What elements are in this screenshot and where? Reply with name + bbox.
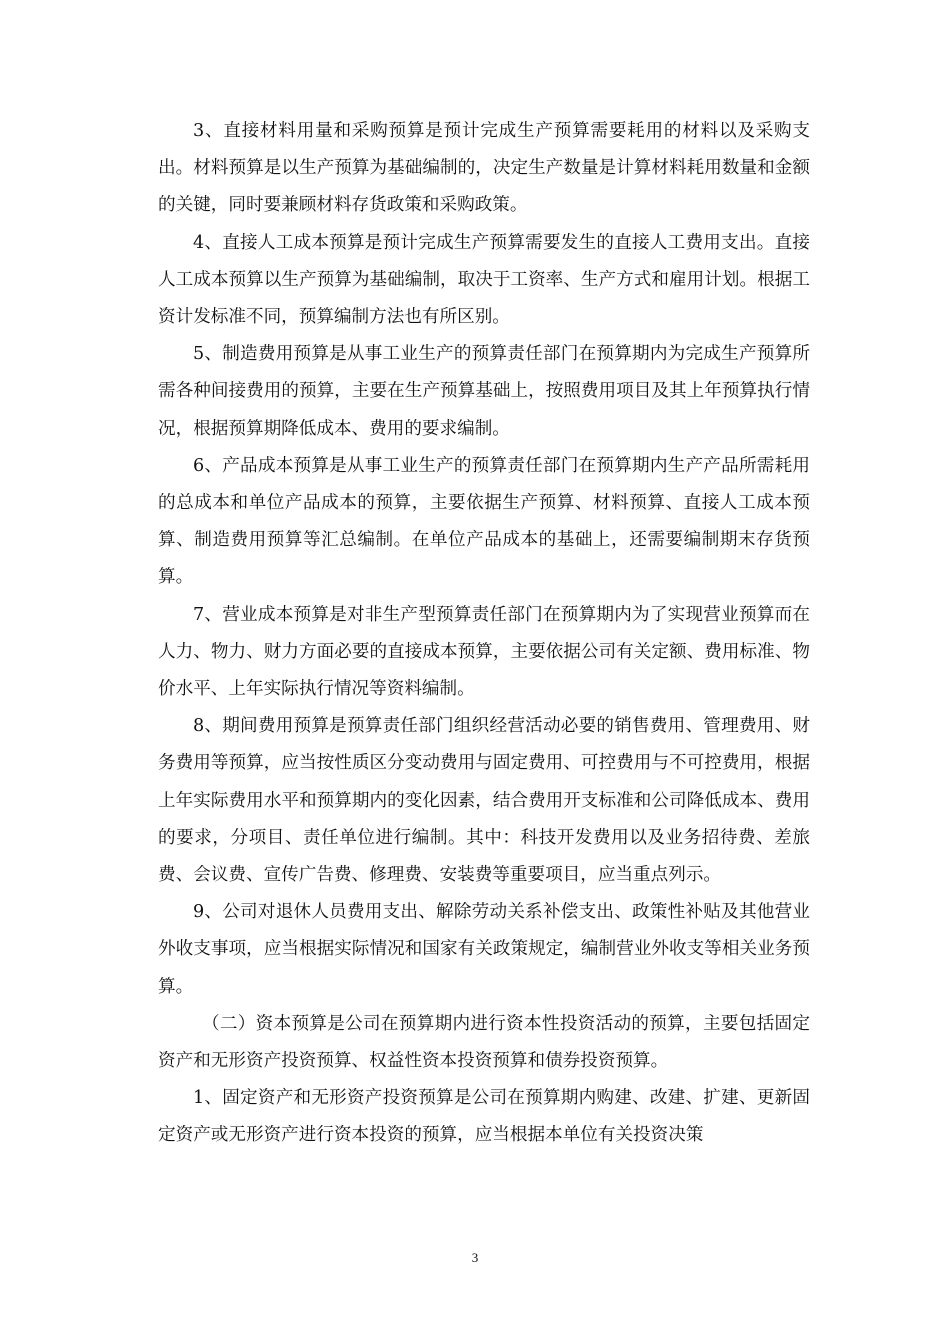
paragraph-item-6-product-cost: 6、产品成本预算是从事工业生产的预算责任部门在预算期内生产产品所需耗用的总成本和单位产品成本的预算，主要依据生产预算、材料预算、直接人工成本预算、制造费用预算等汇总编制。在单位产品成本的基础上，还需要编制期末存货预算。 <box>158 455 810 588</box>
body-text <box>158 113 810 1155</box>
page-number: 3 <box>471 1250 479 1265</box>
paragraph-item-4-labor-budget: 4、直接人工成本预算是预计完成生产预算需要发生的直接人工费用支出。直接人工成本预算以生产预算为基础编制，取决于工资率、生产方式和雇用计划。根据工资计发标准不同，预算编制方法也有所区别。 <box>158 232 810 328</box>
paragraph-item-1-fixed-asset-investment: 1、固定资产和无形资产投资预算是公司在预算期内购建、改建、扩建、更新固定资产或无形资产进行资本投资的预算，应当根据本单位有关投资决策 <box>158 1088 810 1146</box>
paragraph-section-2-capital-budget: （二）资本预算是公司在预算期内进行资本性投资活动的预算，主要包括固定资产和无形资产投资预算、权益性资本投资预算和债券投资预算。 <box>158 1013 810 1072</box>
paragraph-item-5-manufacturing-overhead: 5、制造费用预算是从事工业生产的预算责任部门在预算期内为完成生产预算所需各种间接费用的预算，主要在生产预算基础上，按照费用项目及其上年预算执行情况，根据预算期降低成本、费用的要求编制。 <box>158 344 810 439</box>
paragraph-item-8-period-expense: 8、期间费用预算是预算责任部门组织经营活动必要的销售费用、管理费用、财务费用等预算，应当按性质区分变动费用与固定费用、可控费用与不可控费用，根据上年实际费用水平和预算期内的变化因素，结合费用开支标准和公司降低成本、费用的要求，分项目、责任单位进行编制。其中：科技开发费用以及业务招待费、差旅费、会议费、宣传广告费、修理费、安装费等重要项目，应当重点列示。 <box>158 716 810 886</box>
paragraph-item-7-operating-cost: 7、营业成本预算是对非生产型预算责任部门在预算期内为了实现营业预算而在人力、物力、财力方面必要的直接成本预算，主要依据公司有关定额、费用标准、物价水平、上年实际执行情况等资料编制。 <box>158 604 810 700</box>
paragraph-item-9-non-operating: 9、公司对退休人员费用支出、解除劳动关系补偿支出、政策性补贴及其他营业外收支事项，应当根据实际情况和国家有关政策规定，编制营业外收支等相关业务预算。 <box>158 902 810 997</box>
paragraph-item-3-material-budget: 3、直接材料用量和采购预算是预计完成生产预算需要耗用的材料以及采购支出。材料预算是以生产预算为基础编制的，决定生产数量是计算材料耗用数量和金额的关键，同时要兼顾材料存货政策和采购政策。 <box>158 121 810 216</box>
